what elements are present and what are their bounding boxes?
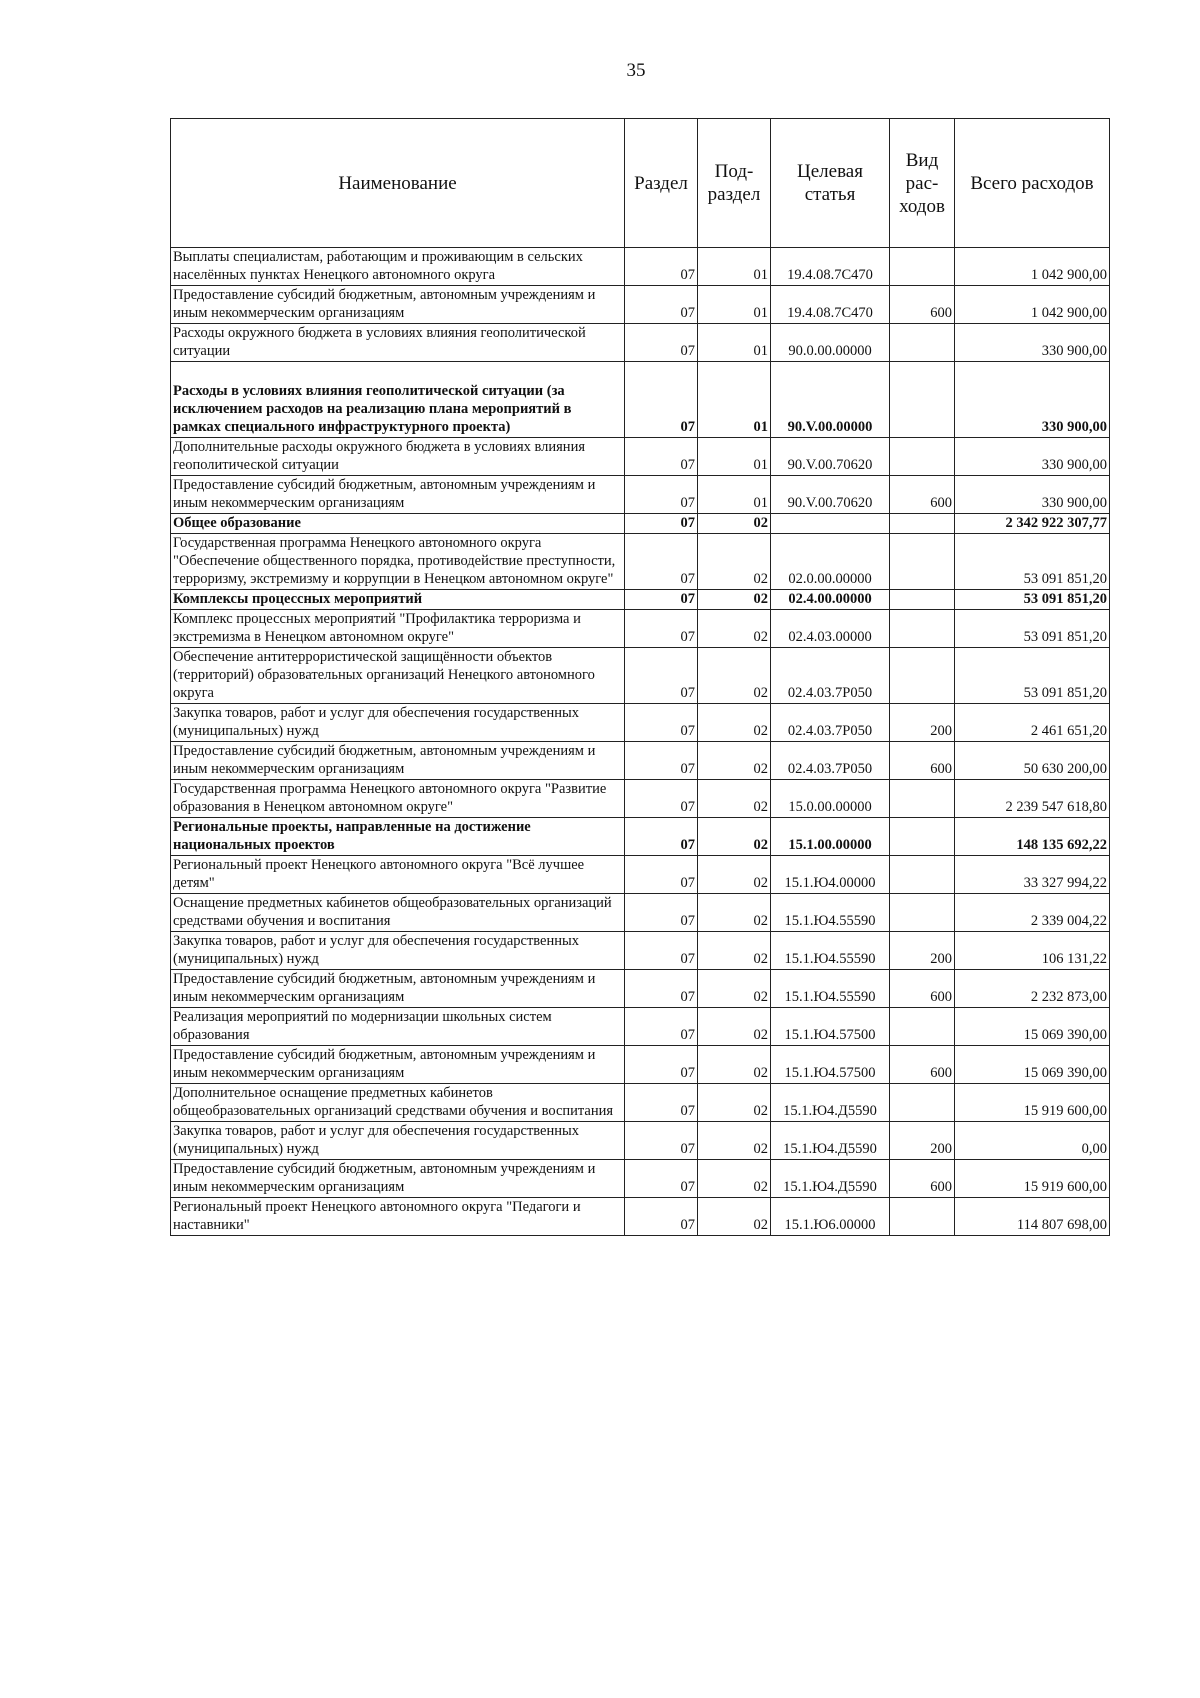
row-celevaya-cell: 02.4.00.00000 bbox=[771, 590, 890, 610]
table-row bbox=[171, 970, 1110, 1008]
row-celevaya-cell: 90.V.00.70620 bbox=[771, 438, 890, 476]
row-vid-cell bbox=[890, 248, 955, 286]
table-row bbox=[171, 704, 1110, 742]
row-name-cell: Дополнительное оснащение предметных кабинетов общеобразовательных организаций средствами обучения и воспитания bbox=[171, 1084, 625, 1122]
table-row bbox=[171, 1008, 1110, 1046]
row-vid-cell bbox=[890, 648, 955, 704]
row-razdel-cell: 07 bbox=[625, 286, 698, 324]
row-total-cell: 1 042 900,00 bbox=[955, 286, 1110, 324]
row-podrazdel-cell: 02 bbox=[698, 970, 771, 1008]
table-row bbox=[171, 1122, 1110, 1160]
row-total-cell: 33 327 994,22 bbox=[955, 856, 1110, 894]
row-celevaya-cell: 15.0.00.00000 bbox=[771, 780, 890, 818]
row-vid-cell bbox=[890, 780, 955, 818]
row-name-cell: Комплекс процессных мероприятий "Профилактика терроризма и экстремизма в Ненецком автономном округе" bbox=[171, 610, 625, 648]
row-celevaya-cell: 90.V.00.70620 bbox=[771, 476, 890, 514]
row-podrazdel-cell: 01 bbox=[698, 438, 771, 476]
row-total-cell: 330 900,00 bbox=[955, 438, 1110, 476]
row-razdel-cell: 07 bbox=[625, 1008, 698, 1046]
row-vid-cell: 600 bbox=[890, 286, 955, 324]
row-celevaya-cell: 02.4.03.7Р050 bbox=[771, 742, 890, 780]
header-podrazdel: Под- раздел bbox=[698, 119, 771, 248]
row-celevaya-cell: 19.4.08.7С470 bbox=[771, 248, 890, 286]
row-total-cell: 330 900,00 bbox=[955, 476, 1110, 514]
row-podrazdel-cell: 02 bbox=[698, 610, 771, 648]
row-razdel-cell: 07 bbox=[625, 742, 698, 780]
row-razdel-cell: 07 bbox=[625, 1122, 698, 1160]
row-total-cell: 2 239 547 618,80 bbox=[955, 780, 1110, 818]
row-podrazdel-cell: 02 bbox=[698, 742, 771, 780]
row-podrazdel-cell: 02 bbox=[698, 514, 771, 534]
row-razdel-cell: 07 bbox=[625, 590, 698, 610]
row-vid-cell: 600 bbox=[890, 476, 955, 514]
row-razdel-cell: 07 bbox=[625, 438, 698, 476]
row-name-cell: Государственная программа Ненецкого автономного округа "Обеспечение общественного порядка, противодействие преступности, терроризму, экстремизму и коррупции в Ненецком автономном округе" bbox=[171, 534, 625, 590]
row-name-cell: Предоставление субсидий бюджетным, автономным учреждениям и иным некоммерческим организациям bbox=[171, 476, 625, 514]
header-name: Наименование bbox=[171, 119, 625, 248]
row-name-cell: Региональный проект Ненецкого автономного округа "Всё лучшее детям" bbox=[171, 856, 625, 894]
row-celevaya-cell: 02.0.00.00000 bbox=[771, 534, 890, 590]
row-celevaya-cell: 15.1.Ю4.55590 bbox=[771, 970, 890, 1008]
row-vid-cell bbox=[890, 894, 955, 932]
row-total-cell: 50 630 200,00 bbox=[955, 742, 1110, 780]
row-celevaya-cell: 15.1.Ю4.Д5590 bbox=[771, 1160, 890, 1198]
row-celevaya-cell: 02.4.03.7Р050 bbox=[771, 648, 890, 704]
row-podrazdel-cell: 02 bbox=[698, 1046, 771, 1084]
row-total-cell: 15 069 390,00 bbox=[955, 1046, 1110, 1084]
row-razdel-cell: 07 bbox=[625, 610, 698, 648]
row-celevaya-cell: 15.1.Ю4.Д5590 bbox=[771, 1122, 890, 1160]
row-podrazdel-cell: 02 bbox=[698, 1008, 771, 1046]
row-name-cell: Предоставление субсидий бюджетным, автономным учреждениям и иным некоммерческим организациям bbox=[171, 286, 625, 324]
budget-table bbox=[170, 118, 1110, 1236]
table-row bbox=[171, 248, 1110, 286]
row-name-cell: Предоставление субсидий бюджетным, автономным учреждениям и иным некоммерческим организациям bbox=[171, 1160, 625, 1198]
row-podrazdel-cell: 02 bbox=[698, 534, 771, 590]
header-celevaya: Целевая статья bbox=[771, 119, 890, 248]
row-podrazdel-cell: 02 bbox=[698, 932, 771, 970]
row-vid-cell: 600 bbox=[890, 1160, 955, 1198]
row-vid-cell bbox=[890, 1084, 955, 1122]
row-podrazdel-cell: 02 bbox=[698, 1122, 771, 1160]
row-name-cell: Закупка товаров, работ и услуг для обеспечения государственных (муниципальных) нужд bbox=[171, 704, 625, 742]
row-celevaya-cell: 15.1.00.00000 bbox=[771, 818, 890, 856]
row-podrazdel-cell: 02 bbox=[698, 704, 771, 742]
row-total-cell: 2 461 651,20 bbox=[955, 704, 1110, 742]
row-razdel-cell: 07 bbox=[625, 476, 698, 514]
row-total-cell: 2 232 873,00 bbox=[955, 970, 1110, 1008]
row-total-cell: 1 042 900,00 bbox=[955, 248, 1110, 286]
row-vid-cell bbox=[890, 362, 955, 438]
table-row bbox=[171, 856, 1110, 894]
row-total-cell: 330 900,00 bbox=[955, 362, 1110, 438]
table-row bbox=[171, 1198, 1110, 1236]
row-razdel-cell: 07 bbox=[625, 248, 698, 286]
row-vid-cell bbox=[890, 534, 955, 590]
row-razdel-cell: 07 bbox=[625, 534, 698, 590]
table-row bbox=[171, 324, 1110, 362]
row-razdel-cell: 07 bbox=[625, 1198, 698, 1236]
page-number: 35 bbox=[626, 60, 646, 81]
table-row bbox=[171, 438, 1110, 476]
table-row bbox=[171, 514, 1110, 534]
header-vid: Вид рас- ходов bbox=[890, 119, 955, 248]
row-vid-cell bbox=[890, 818, 955, 856]
row-total-cell: 148 135 692,22 bbox=[955, 818, 1110, 856]
row-podrazdel-cell: 02 bbox=[698, 648, 771, 704]
row-podrazdel-cell: 02 bbox=[698, 780, 771, 818]
row-name-cell: Оснащение предметных кабинетов общеобразовательных организаций средствами обучения и воспитания bbox=[171, 894, 625, 932]
row-total-cell: 2 342 922 307,77 bbox=[955, 514, 1110, 534]
table-row bbox=[171, 894, 1110, 932]
row-total-cell: 53 091 851,20 bbox=[955, 534, 1110, 590]
table-row bbox=[171, 362, 1110, 438]
row-total-cell: 15 919 600,00 bbox=[955, 1160, 1110, 1198]
table-row bbox=[171, 534, 1110, 590]
header-razdel: Раздел bbox=[625, 119, 698, 248]
row-celevaya-cell: 15.1.Ю4.55590 bbox=[771, 894, 890, 932]
row-name-cell: Общее образование bbox=[171, 514, 625, 534]
row-podrazdel-cell: 02 bbox=[698, 1198, 771, 1236]
table-row bbox=[171, 610, 1110, 648]
row-total-cell: 15 069 390,00 bbox=[955, 1008, 1110, 1046]
row-name-cell: Расходы окружного бюджета в условиях влияния геополитической ситуации bbox=[171, 324, 625, 362]
row-vid-cell: 200 bbox=[890, 704, 955, 742]
row-podrazdel-cell: 02 bbox=[698, 1084, 771, 1122]
row-name-cell: Закупка товаров, работ и услуг для обеспечения государственных (муниципальных) нужд bbox=[171, 1122, 625, 1160]
row-razdel-cell: 07 bbox=[625, 1160, 698, 1198]
row-celevaya-cell bbox=[771, 514, 890, 534]
row-total-cell: 53 091 851,20 bbox=[955, 610, 1110, 648]
row-razdel-cell: 07 bbox=[625, 894, 698, 932]
row-name-cell: Предоставление субсидий бюджетным, автономным учреждениям и иным некоммерческим организациям bbox=[171, 970, 625, 1008]
row-razdel-cell: 07 bbox=[625, 780, 698, 818]
table-row bbox=[171, 648, 1110, 704]
row-celevaya-cell: 90.V.00.00000 bbox=[771, 362, 890, 438]
row-name-cell: Региональные проекты, направленные на достижение национальных проектов bbox=[171, 818, 625, 856]
row-celevaya-cell: 02.4.03.00000 bbox=[771, 610, 890, 648]
row-celevaya-cell: 15.1.Ю4.57500 bbox=[771, 1046, 890, 1084]
row-razdel-cell: 07 bbox=[625, 1046, 698, 1084]
row-podrazdel-cell: 01 bbox=[698, 286, 771, 324]
table-row bbox=[171, 476, 1110, 514]
row-podrazdel-cell: 01 bbox=[698, 476, 771, 514]
row-name-cell: Комплексы процессных мероприятий bbox=[171, 590, 625, 610]
table-row bbox=[171, 590, 1110, 610]
row-podrazdel-cell: 02 bbox=[698, 818, 771, 856]
row-vid-cell bbox=[890, 1008, 955, 1046]
row-total-cell: 2 339 004,22 bbox=[955, 894, 1110, 932]
row-celevaya-cell: 15.1.Ю4.57500 bbox=[771, 1008, 890, 1046]
table-row bbox=[171, 1046, 1110, 1084]
table-row bbox=[171, 932, 1110, 970]
row-name-cell: Закупка товаров, работ и услуг для обеспечения государственных (муниципальных) нужд bbox=[171, 932, 625, 970]
row-razdel-cell: 07 bbox=[625, 856, 698, 894]
row-podrazdel-cell: 01 bbox=[698, 362, 771, 438]
row-total-cell: 114 807 698,00 bbox=[955, 1198, 1110, 1236]
row-razdel-cell: 07 bbox=[625, 514, 698, 534]
table-row bbox=[171, 1084, 1110, 1122]
table-row bbox=[171, 742, 1110, 780]
row-vid-cell bbox=[890, 590, 955, 610]
table-row bbox=[171, 1160, 1110, 1198]
row-name-cell: Предоставление субсидий бюджетным, автономным учреждениям и иным некоммерческим организациям bbox=[171, 1046, 625, 1084]
row-podrazdel-cell: 02 bbox=[698, 894, 771, 932]
row-total-cell: 0,00 bbox=[955, 1122, 1110, 1160]
row-razdel-cell: 07 bbox=[625, 1084, 698, 1122]
row-celevaya-cell: 19.4.08.7С470 bbox=[771, 286, 890, 324]
row-name-cell: Региональный проект Ненецкого автономного округа "Педагоги и наставники" bbox=[171, 1198, 625, 1236]
row-razdel-cell: 07 bbox=[625, 704, 698, 742]
row-vid-cell bbox=[890, 514, 955, 534]
row-razdel-cell: 07 bbox=[625, 932, 698, 970]
row-celevaya-cell: 02.4.03.7Р050 bbox=[771, 704, 890, 742]
row-vid-cell bbox=[890, 610, 955, 648]
row-celevaya-cell: 15.1.Ю4.00000 bbox=[771, 856, 890, 894]
row-podrazdel-cell: 02 bbox=[698, 590, 771, 610]
row-razdel-cell: 07 bbox=[625, 970, 698, 1008]
row-razdel-cell: 07 bbox=[625, 362, 698, 438]
row-vid-cell bbox=[890, 1198, 955, 1236]
row-podrazdel-cell: 01 bbox=[698, 248, 771, 286]
row-celevaya-cell: 90.0.00.00000 bbox=[771, 324, 890, 362]
row-name-cell: Расходы в условиях влияния геополитической ситуации (за исключением расходов на реализацию плана мероприятий в рамках специального инфраструктурного проекта) bbox=[171, 362, 625, 438]
row-vid-cell bbox=[890, 856, 955, 894]
row-celevaya-cell: 15.1.Ю6.00000 bbox=[771, 1198, 890, 1236]
row-podrazdel-cell: 01 bbox=[698, 324, 771, 362]
table-row bbox=[171, 286, 1110, 324]
table-header-row bbox=[171, 119, 1110, 248]
row-name-cell: Государственная программа Ненецкого автономного округа "Развитие образования в Ненецком автономном округе" bbox=[171, 780, 625, 818]
row-vid-cell: 600 bbox=[890, 1046, 955, 1084]
row-celevaya-cell: 15.1.Ю4.55590 bbox=[771, 932, 890, 970]
row-total-cell: 15 919 600,00 bbox=[955, 1084, 1110, 1122]
row-celevaya-cell: 15.1.Ю4.Д5590 bbox=[771, 1084, 890, 1122]
row-razdel-cell: 07 bbox=[625, 818, 698, 856]
row-vid-cell: 600 bbox=[890, 970, 955, 1008]
table-row bbox=[171, 818, 1110, 856]
row-total-cell: 53 091 851,20 bbox=[955, 590, 1110, 610]
row-podrazdel-cell: 02 bbox=[698, 1160, 771, 1198]
row-name-cell: Обеспечение антитеррористической защищённости объектов (территорий) образовательных организаций Ненецкого автономного округа bbox=[171, 648, 625, 704]
row-name-cell: Выплаты специалистам, работающим и проживающим в сельских населённых пунктах Ненецкого автономного округа bbox=[171, 248, 625, 286]
row-name-cell: Дополнительные расходы окружного бюджета в условиях влияния геополитической ситуации bbox=[171, 438, 625, 476]
row-total-cell: 330 900,00 bbox=[955, 324, 1110, 362]
header-total: Всего расходов bbox=[955, 119, 1110, 248]
row-total-cell: 106 131,22 bbox=[955, 932, 1110, 970]
row-razdel-cell: 07 bbox=[625, 648, 698, 704]
row-name-cell: Реализация мероприятий по модернизации школьных систем образования bbox=[171, 1008, 625, 1046]
row-vid-cell: 200 bbox=[890, 1122, 955, 1160]
table-row bbox=[171, 780, 1110, 818]
row-razdel-cell: 07 bbox=[625, 324, 698, 362]
row-vid-cell bbox=[890, 324, 955, 362]
row-podrazdel-cell: 02 bbox=[698, 856, 771, 894]
row-vid-cell: 600 bbox=[890, 742, 955, 780]
row-total-cell: 53 091 851,20 bbox=[955, 648, 1110, 704]
row-vid-cell bbox=[890, 438, 955, 476]
row-name-cell: Предоставление субсидий бюджетным, автономным учреждениям и иным некоммерческим организациям bbox=[171, 742, 625, 780]
table-body bbox=[171, 248, 1110, 1236]
row-vid-cell: 200 bbox=[890, 932, 955, 970]
